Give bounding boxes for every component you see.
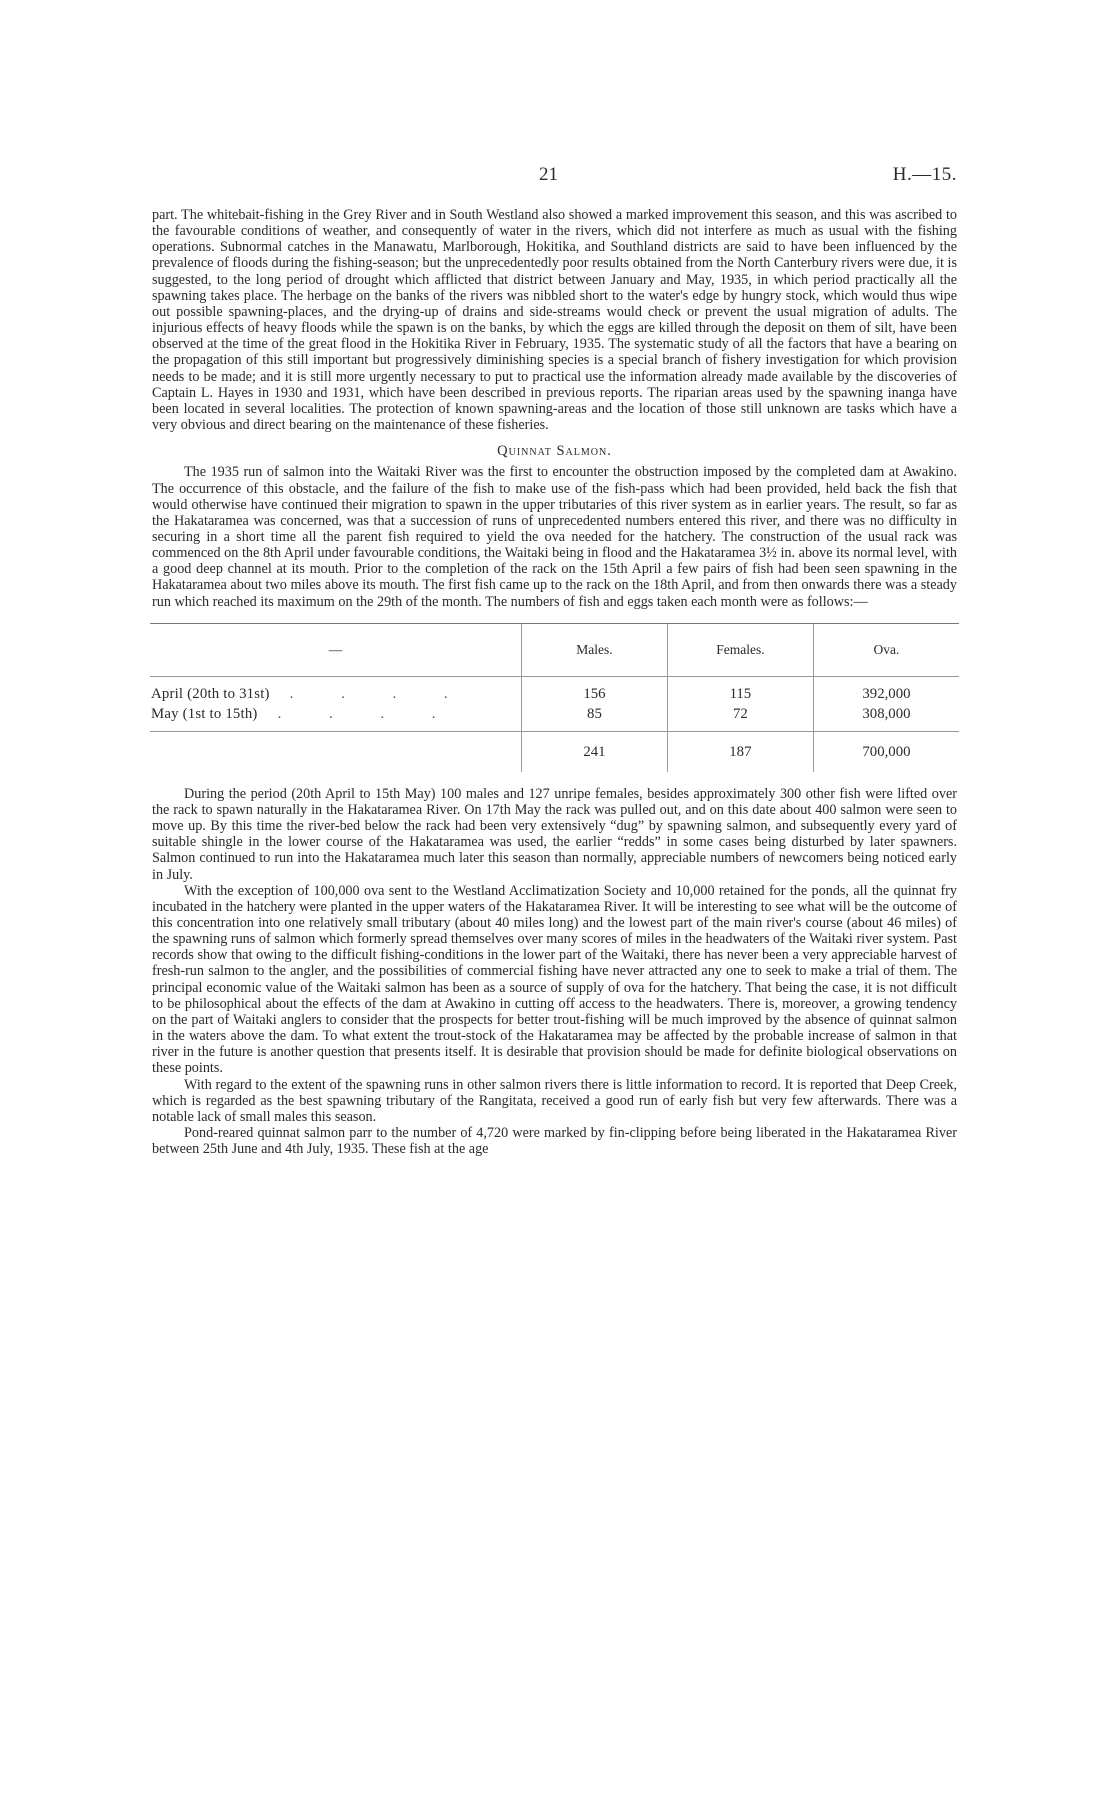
paragraph-whitebait: part. The whitebait-fishing in the Grey River and in South Westland also showed a marked improvement this season, and this was ascribed to the favourable conditions of weather, and consequently of water in the rivers, which did not interfere as much as usual with the fishing operations. Subnormal catches in the Manawatu, Marlborough, Hokitika, and Southland districts are said to have been influenced by the prevalence of floods during the fishing-season; but the unprecedentedly poor results obtained from the North Canterbury rivers were due, it is suggested, to the long period of drought which afflicted that district between January and May, 1935, in which period practically all the spawning takes place. The herbage on the banks of the rivers was nibbled short to the water's edge by hungry stock, which would thus wipe out possible spawning-places, and the drying-up of drains and side-streams would check or prevent the usual migration of adults. The injurious effects of heavy floods while the spawn is on the banks, by which the eggs are killed through the deposit on them of silt, have been observed at the time of the great flood in the Hokitika River in February, 1935. The systematic study of all the factors that have a bearing on the propagation of this still important but progressively diminishing species is a special branch of fishery investigation for which provision needs to be made; and it is still more urgently necessary to put to practical use the information already made available by the discoveries of Captain L. Hayes in 1930 and 1931, which have been described in previous reports. The riparian areas used by the spawning inanga have been located in several localities. The protection of known spawning-areas and the location of those still unknown are tasks which have a very obvious and direct bearing on the maintenance of these fisheries. <box>152 207 957 434</box>
leader-dots: . . . . <box>277 705 458 722</box>
row-label-text: April (20th to 31st) <box>151 685 270 702</box>
table-total-row <box>150 731 959 772</box>
page-header <box>0 164 1114 190</box>
cell-ova: 308,000 <box>813 704 959 732</box>
paragraph-other-rivers: With regard to the extent of the spawning runs in other salmon rivers there is little information to record. It is reported that Deep Creek, which is regarded as the best spawning tributary of the Rangitata, received a good run of early fish but very few afterwards. There was a notable lack of small males this season. <box>152 1076 957 1125</box>
leader-dots: . . . . <box>289 685 470 702</box>
paragraph-salmon-run: The 1935 run of salmon into the Waitaki River was the first to encounter the obstruction imposed by the completed dam at Awakino. The occurrence of this obstacle, and the failure of the fish to make use of the fish-pass which had been provided, held back the fish that would otherwise have continued their migration to spawn in the upper tributaries of this river system as in earlier years. The result, so far as the Hakataramea was concerned, was that a succession of runs of unprecedented numbers entered this river, and there was no difficulty in securing in a short time all the parent fish required to yield the ova needed for the hatchery. The construction of the usual rack was commenced on the 8th April under favourable conditions, the Waitaki being in flood and the Hakataramea 3½ in. above its normal level, with a good deep channel at its mouth. Prior to the completion of the rack on the 15th April a few pairs of fish had been seen spawning in the Hakataramea about two miles above its mouth. The first fish came up to the rack on the 18th April, and from then onwards there was a steady run which reached its maximum on the 29th of the month. The numbers of fish and eggs taken each month were as follows:— <box>152 464 957 610</box>
total-males: 241 <box>522 731 668 772</box>
table-row <box>150 704 959 732</box>
table-header-row <box>150 623 959 676</box>
table-header-males: Males. <box>522 623 668 676</box>
section-heading-quinnat-salmon: Quinnat Salmon. <box>497 443 612 460</box>
cell-females: 115 <box>667 676 813 704</box>
total-females: 187 <box>667 731 813 772</box>
paragraph-rack-period: During the period (20th April to 15th May) 100 males and 127 unripe females, besides approximately 300 other fish were lifted over the rack to spawn naturally in the Hakataramea River. On 17th May the rack was pulled out, and on this date about 400 salmon were seen to move up. By this time the river-bed below the rack had been very extensively “dug” by spawning salmon, and subsequently every yard of suitable shingle in the lower course of the Hakataramea was used, the earlier “redds” in some cases being disturbed by later spawners. Salmon continued to run into the Hakataramea much later this season than normally, appreciable numbers of newcomers being noticed early in July. <box>152 785 957 883</box>
row-label <box>150 704 522 732</box>
document-reference: H.—15. <box>892 164 957 185</box>
cell-ova: 392,000 <box>813 676 959 704</box>
salmon-table-wrapper <box>150 623 959 772</box>
document-body <box>152 207 957 1157</box>
cell-males: 85 <box>522 704 668 732</box>
total-label-cell <box>150 731 522 772</box>
paragraph-ova-exception: With the exception of 100,000 ova sent to the Westland Acclimatization Society and 10,000 retained for the ponds, all the quinnat fry incubated in the hatchery were planted in the upper waters of the Hakataramea River. It will be interesting to see what will be the outcome of this concentration into one relatively small tributary (about 40 miles long) and the lowest part of the main river's course (about 46 miles) of the spawning runs of salmon which formerly spread themselves over many scores of miles in the headwaters of the Waitaki river system. Past records show that owing to the difficult fishing-conditions in the lower part of the Waitaki, there has never been a very appreciable harvest of fresh-run salmon to the angler, and the possibilities of commercial fishing have never attracted any one to seek to make a trial of them. The principal economic value of the Waitaki salmon has been as a source of supply of ova for the hatchery. That being the case, it is not difficult to be philosophical about the effects of the dam at Awakino in cutting off access to the headwaters. There is, moreover, a growing tendency on the part of Waitaki anglers to consider that the prospects for better trout-fishing will be much improved by the absence of quinnat salmon in the waters above the dam. To what extent the trout-stock of the Hakataramea may be affected by the probable increase of salmon in that river in the future is another question that presents itself. It is desirable that provision should be made for definite biological observations on these points. <box>152 882 957 1077</box>
page-number: 21 <box>539 164 558 185</box>
table-row <box>150 676 959 704</box>
paragraph-pond-reared: Pond-reared quinnat salmon parr to the number of 4,720 were marked by fin-clipping before being liberated in the Hakataramea River between 25th June and 4th July, 1935. These fish at the age <box>152 1125 957 1158</box>
salmon-ova-table <box>150 623 959 772</box>
table-header-females: Females. <box>667 623 813 676</box>
cell-females: 72 <box>667 704 813 732</box>
row-label <box>150 676 522 704</box>
cell-males: 156 <box>522 676 668 704</box>
total-ova: 700,000 <box>813 731 959 772</box>
row-label-text: May (1st to 15th) <box>151 705 258 722</box>
table-header-ova: Ova. <box>813 623 959 676</box>
table-header-label: — <box>150 623 522 676</box>
